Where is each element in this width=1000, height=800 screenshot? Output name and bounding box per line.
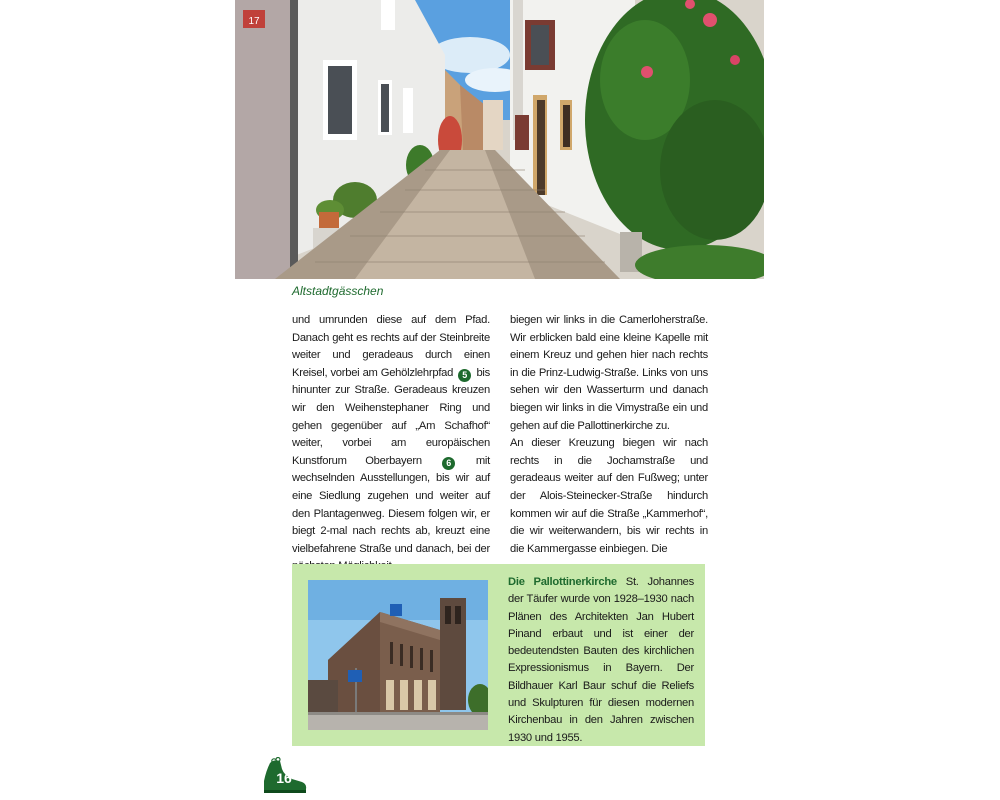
page-number-badge xyxy=(262,757,308,795)
photo-caption: Altstadtgässchen xyxy=(292,284,384,298)
route-marker: 5 xyxy=(458,369,471,382)
body-text xyxy=(292,312,708,555)
paragraph: An dieser Kreuzung biegen wir nach rechts in die Jochamstraße und geradeaus weiter auf den Fußweg; unter der Alois-Steinecker-Straße hindurch kommen wir auf die Straße „Kammerhof“, die wir weiterwandern, bis wir rechts in die Kammergasse einbiegen. Die xyxy=(510,437,708,555)
info-body: St. Johannes der Täufer wurde von 1928–1930 nach Plänen des Architekten Jan Hubert Pinand erbaut und ist einer der bedeutendsten Bauten des kirchlichen Expressionismus in Bayern. Der Bildhauer Karl Baur schuf die Reliefs und Skulpturen für diesen modernen Kirchenbau in den Jahren zwischen 1930 und 1955. xyxy=(508,576,694,744)
info-text xyxy=(508,574,694,747)
text-run: bis hinunter zur Straße. Geradeaus kreuzen wir den Weihenstephaner Ring und gehen gegenüber auf „Am Schafhof“ weiter, vorbei am europäischen Kunstforum Oberbayern xyxy=(292,366,491,467)
text-column-left xyxy=(292,312,491,555)
paragraph xyxy=(292,312,490,576)
text-run: und umrunden diese auf dem Pfad. Danach geht es rechts auf der Steinbreite weiter und geradeaus durch einen Kreisel, vorbei am Gehölzlehrpfad xyxy=(292,314,490,379)
church-photo xyxy=(308,580,488,730)
page-number: 16 xyxy=(276,770,292,786)
text-column-right xyxy=(510,312,708,555)
paragraph: biegen wir links in die Camerloherstraße. Wir erblicken bald eine kleine Kapelle mit einem Kreuz und gehen hier nach rechts in die Prinz-Ludwig-Straße. Links von uns sehen wir den Wasserturm und danach biegen wir links in die Vimystraße ein und gehen auf die Pallottinerkirche zu. xyxy=(510,314,708,432)
alley-photo xyxy=(235,0,764,279)
info-highlight: Die Pallottinerkirche xyxy=(508,576,617,588)
text-run: mit wechselnden Ausstellungen, bis wir auf eine Siedlung zugehen und weiter auf den Plantagenweg. Diesem folgen wir, er biegt 2-mal nach rechts ab, kreuzt eine vielbefahrene Straße und danach, bei der xyxy=(292,454,490,555)
route-marker: 6 xyxy=(442,457,455,470)
street-sign-number: 17 xyxy=(248,16,260,27)
info-box xyxy=(292,564,705,746)
